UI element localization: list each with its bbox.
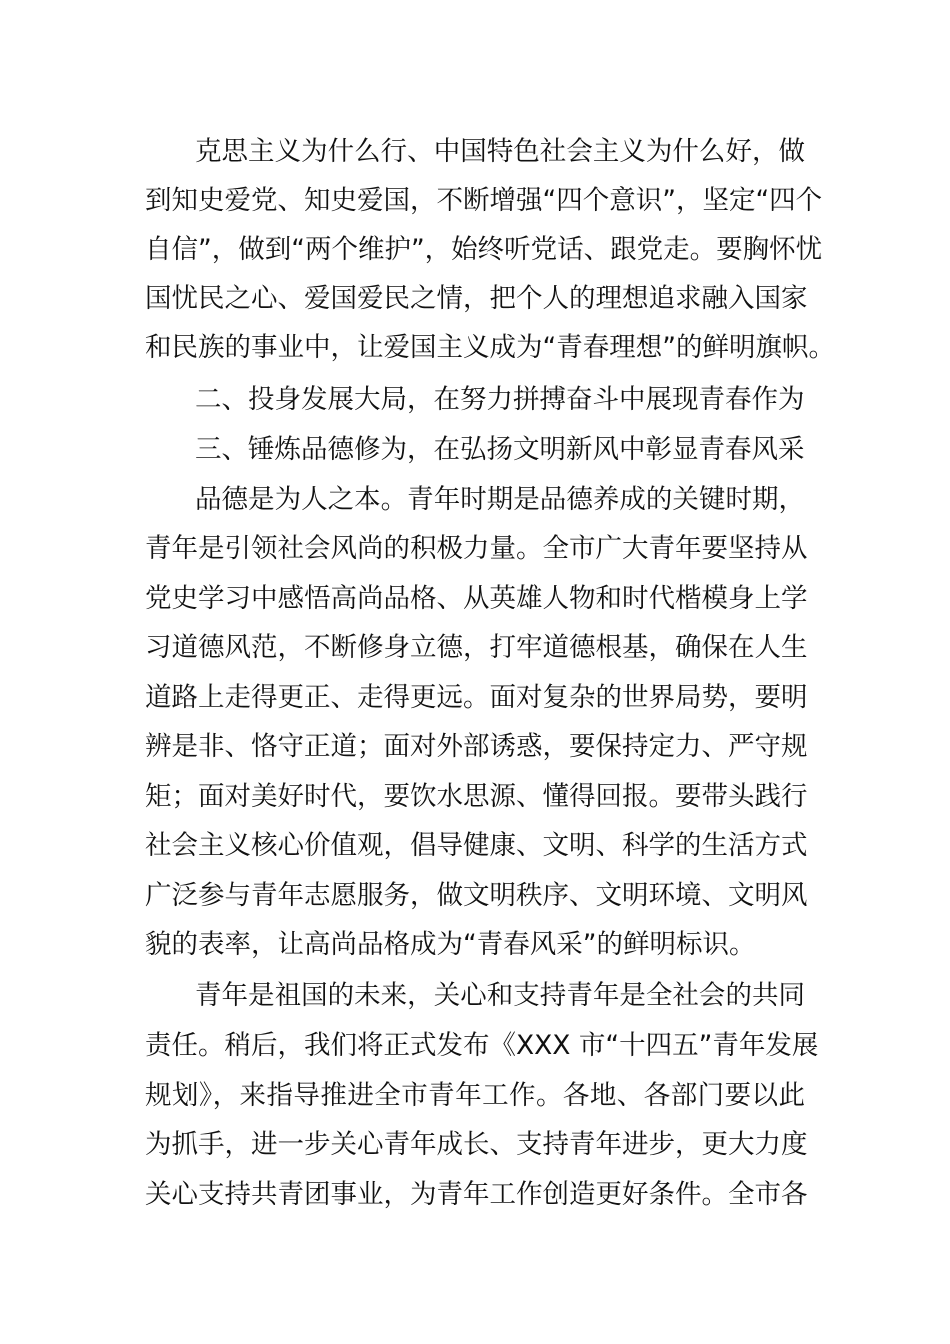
text-line: 克思主义为什么行、中国特色社会主义为什么好，做: [195, 136, 805, 167]
text-line: 到知史爱党、知史爱国，不断增强“四个意识”，坚定“四个: [145, 185, 823, 216]
text-line: 习道德风范，不断修身立德，打牢道德根基，确保在人生: [145, 632, 808, 663]
text-line: 社会主义核心价值观，倡导健康、文明、科学的生活方式: [145, 830, 808, 861]
text-line: 国忧民之心、爱国爱民之情，把个人的理想追求融入国家: [145, 283, 808, 314]
text-line: 和民族的事业中，让爱国主义成为“青春理想”的鲜明旗帜。: [145, 332, 835, 363]
text-line: 道路上走得更正、走得更远。面对复杂的世界局势，要明: [145, 682, 808, 713]
text-line: 青年是祖国的未来，关心和支持青年是全社会的共同: [195, 980, 805, 1011]
section-heading: 三、锤炼品德修为，在弘扬文明新风中彰显青春风采: [195, 434, 805, 465]
text-line: 青年是引领社会风尚的积极力量。全市广大青年要坚持从: [145, 533, 808, 564]
text-line: 为抓手，进一步关心青年成长、支持青年进步，更大力度: [145, 1129, 808, 1160]
text-line: 辨是非、恪守正道；面对外部诱惑，要保持定力、严守规: [145, 731, 808, 762]
text-line: 貌的表率，让高尚品格成为“青春风采”的鲜明标识。: [145, 929, 756, 960]
text-line: 自信”，做到“两个维护”，始终听党话、跟党走。要胸怀忧: [145, 234, 823, 265]
text-line: 品德是为人之本。青年时期是品德养成的关键时期，: [195, 484, 805, 515]
text-line: 关心支持共青团事业，为青年工作创造更好条件。全市各: [145, 1179, 808, 1210]
text-line: 责任。稍后，我们将正式发布《XXX 市“十四五”青年发展: [145, 1030, 819, 1061]
text-line: 规划》，来指导推进全市青年工作。各地、各部门要以此: [145, 1080, 805, 1111]
text-line: 党史学习中感悟高尚品格、从英雄人物和时代楷模身上学: [145, 583, 808, 614]
text-line: 矩；面对美好时代，要饮水思源、懂得回报。要带头践行: [145, 781, 808, 812]
section-heading: 二、投身发展大局，在努力拼搏奋斗中展现青春作为: [195, 384, 805, 415]
text-line: 广泛参与青年志愿服务，做文明秩序、文明环境、文明风: [145, 880, 808, 911]
